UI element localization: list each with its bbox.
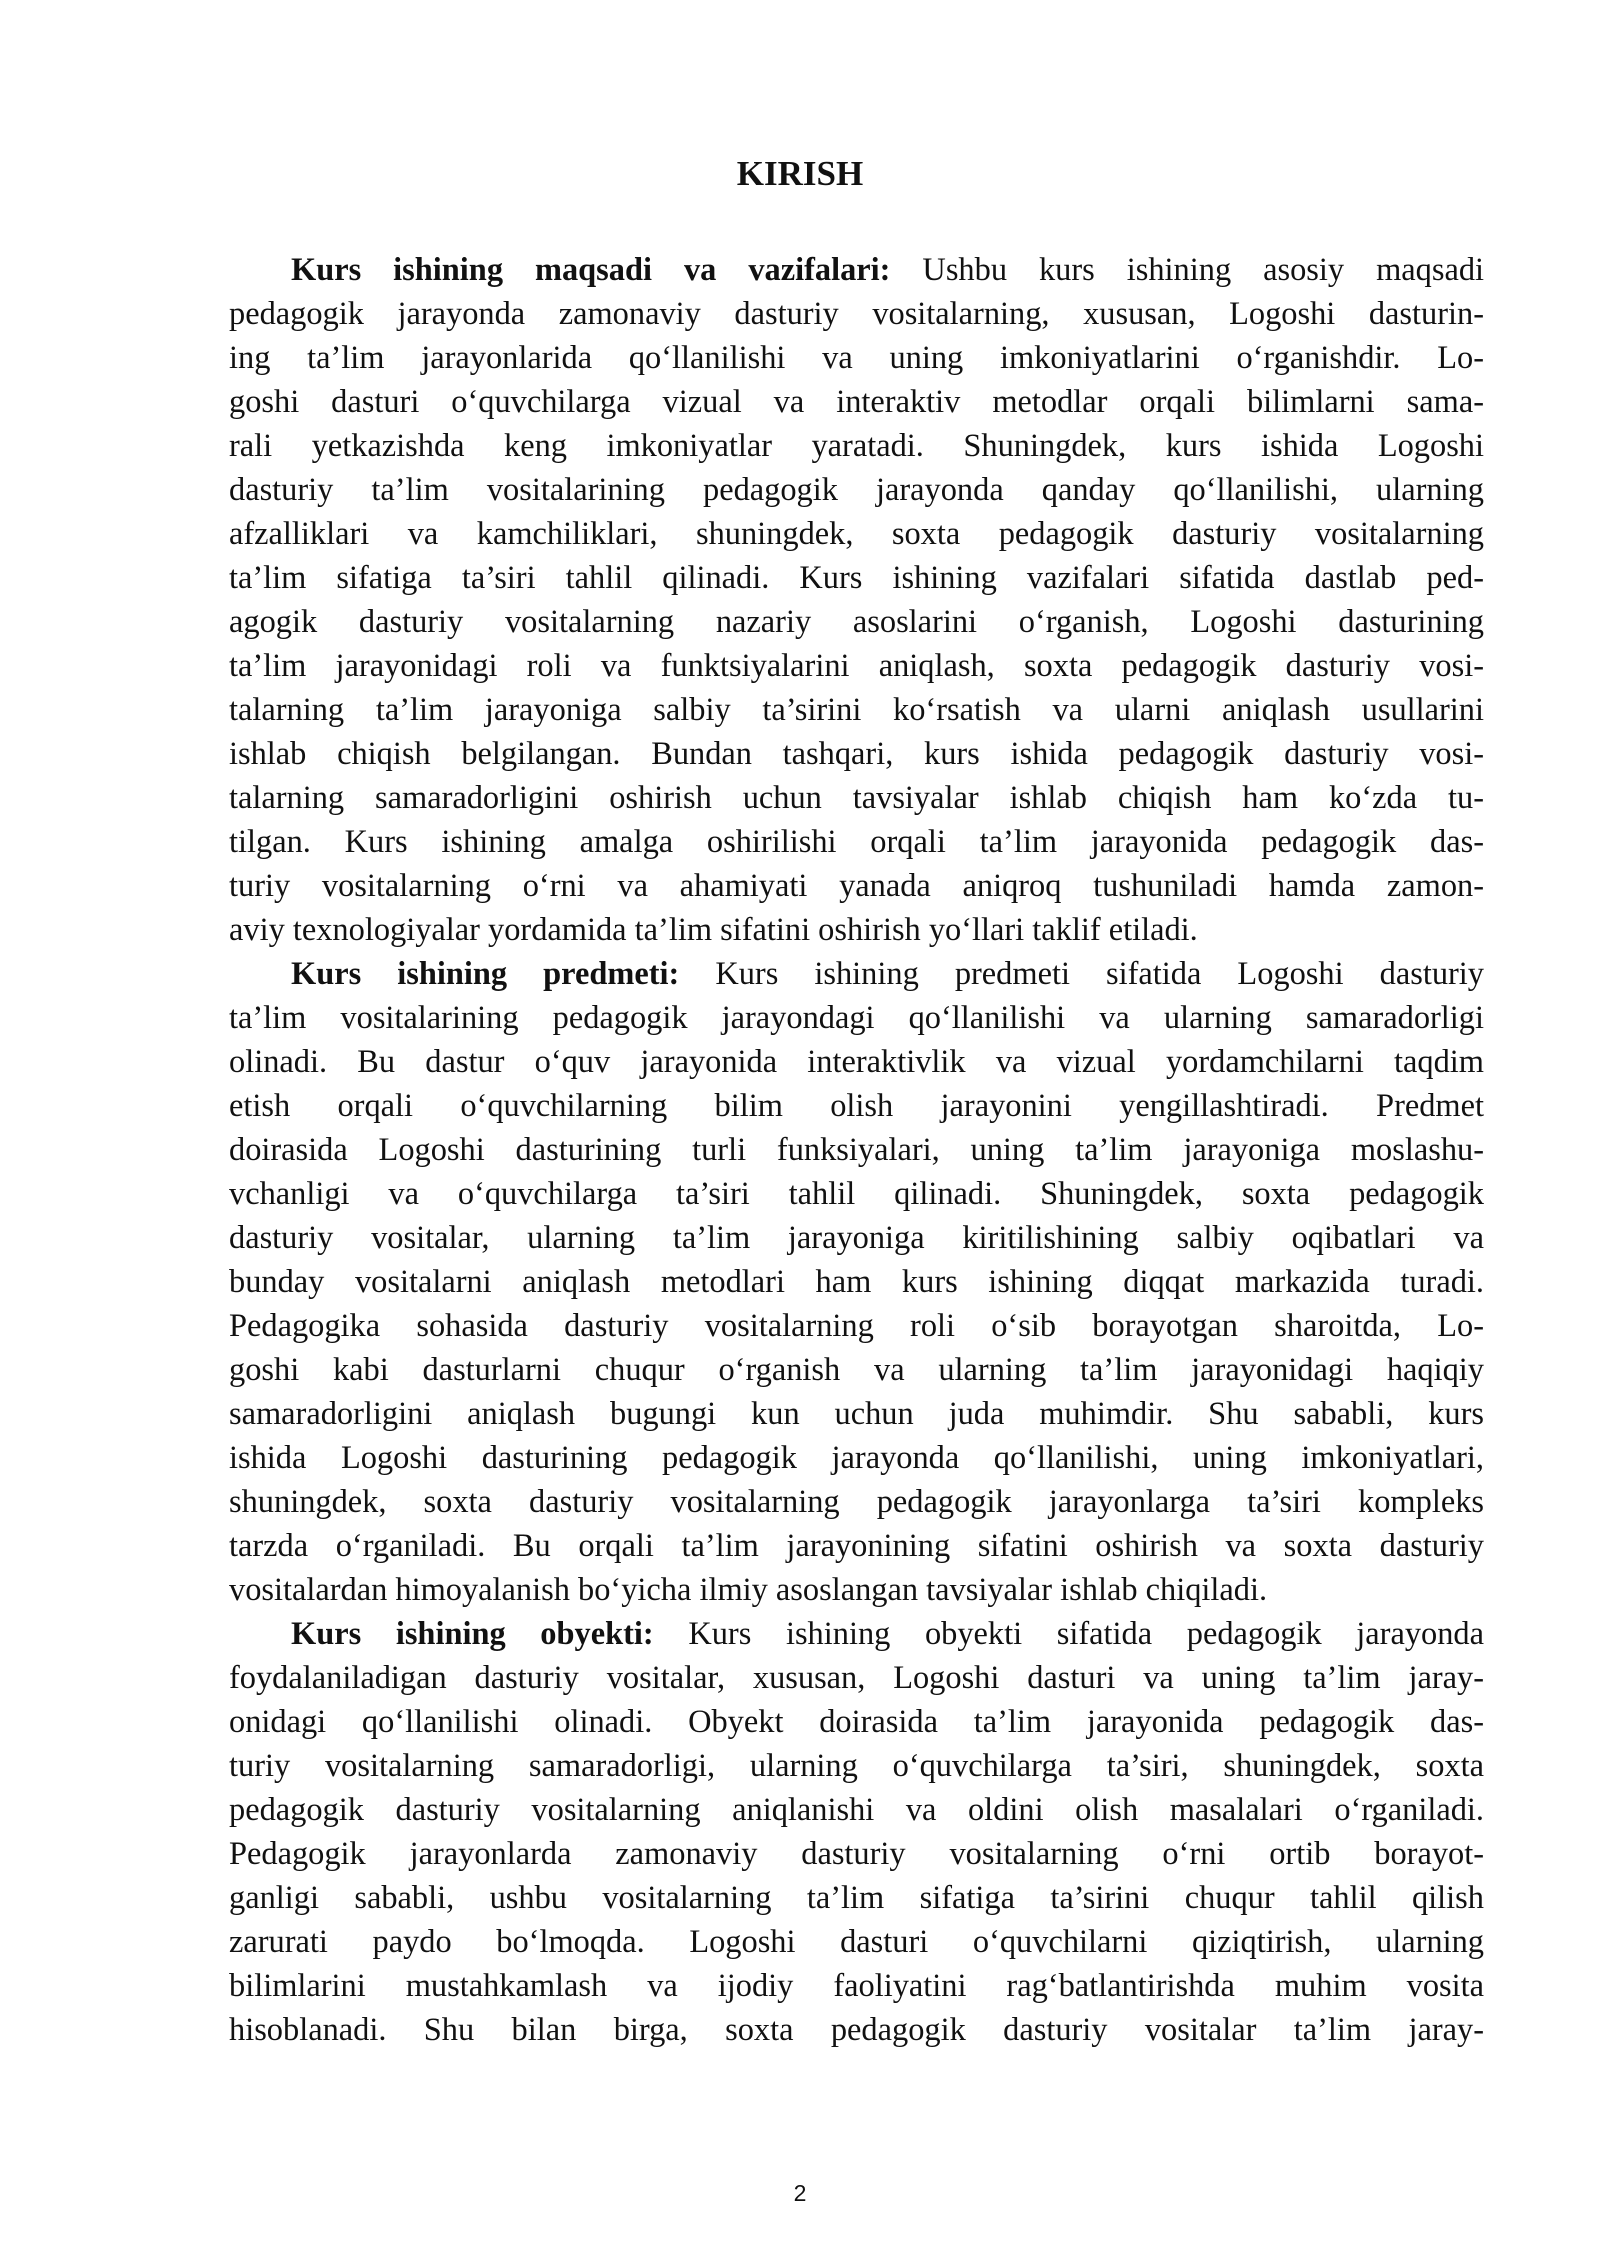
paragraph-line: doirasida Logoshi dasturining turli funksiyalari, uning ta’lim jarayoniga moslashu-: [229, 1132, 1484, 1168]
paragraph-line: bilimlarini mustahkamlash va ijodiy faoliyatini rag‘batlantirishda muhim vosita: [229, 1968, 1484, 2004]
paragraph-line: Kurs ishining maqsadi va vazifalari: Ushbu kurs ishining asosiy maqsadi: [291, 252, 1485, 288]
paragraph-line: Pedagogik jarayonlarda zamonaviy dasturiy vositalarning o‘rni ortib borayot-: [229, 1836, 1484, 1872]
section-heading: Kurs ishining obyekti:: [291, 1616, 654, 1652]
paragraph-line: Kurs ishining obyekti: Kurs ishining obyekti sifatida pedagogik jarayonda: [291, 1616, 1485, 1652]
paragraph-line: shuningdek, soxta dasturiy vositalarning pedagogik jarayonlarga ta’siri kompleks: [229, 1484, 1484, 1520]
paragraph-line: ganligi sababli, ushbu vositalarning ta’lim sifatiga ta’sirini chuqur tahlil qilish: [229, 1880, 1484, 1916]
paragraph-line: ishlab chiqish belgilangan. Bundan tashqari, kurs ishida pedagogik dasturiy vosi-: [229, 736, 1484, 772]
paragraph-line: turiy vositalarning samaradorligi, ularning o‘quvchilarga ta’siri, shuningdek, soxta: [229, 1748, 1484, 1784]
paragraph-line: ing ta’lim jarayonlarida qo‘llanilishi va uning imkoniyatlarini o‘rganishdir. Lo-: [229, 340, 1484, 376]
paragraph-line: goshi kabi dasturlarni chuqur o‘rganish va ularning ta’lim jarayonidagi haqiqiy: [229, 1352, 1484, 1388]
paragraph-line: tarzda o‘rganiladi. Bu orqali ta’lim jarayonining sifatini oshirish va soxta dasturiy: [229, 1528, 1484, 1564]
section-heading: Kurs ishining maqsadi va vazifalari:: [291, 252, 891, 288]
paragraph-line: rali yetkazishda keng imkoniyatlar yaratadi. Shuningdek, kurs ishida Logoshi: [229, 428, 1484, 464]
paragraph-line: dasturiy ta’lim vositalarining pedagogik jarayonda qanday qo‘llanilishi, ularning: [229, 472, 1484, 508]
paragraph-line: tilgan. Kurs ishining amalga oshirilishi orqali ta’lim jarayonida pedagogik das-: [229, 824, 1484, 860]
paragraph-line: foydalaniladigan dasturiy vositalar, xususan, Logoshi dasturi va uning ta’lim jaray-: [229, 1660, 1484, 1696]
paragraph-line: afzalliklari va kamchiliklari, shuningdek, soxta pedagogik dasturiy vositalarning: [229, 516, 1484, 552]
paragraph-line: vchanligi va o‘quvchilarga ta’siri tahlil qilinadi. Shuningdek, soxta pedagogik: [229, 1176, 1484, 1212]
paragraph-line: aviy texnologiyalar yordamida ta’lim sifatini oshirish yo‘llari taklif etiladi.: [229, 912, 1198, 948]
paragraph-line: etish orqali o‘quvchilarning bilim olish jarayonini yengillashtiradi. Predmet: [229, 1088, 1484, 1124]
paragraph-line: samaradorligini aniqlash bugungi kun uchun juda muhimdir. Shu sababli, kurs: [229, 1396, 1484, 1432]
paragraph-line: ta’lim sifatiga ta’siri tahlil qilinadi. Kurs ishining vazifalari sifatida dastlab ped-: [229, 560, 1484, 596]
paragraph-line: vositalardan himoyalanish bo‘yicha ilmiy asoslangan tavsiyalar ishlab chiqiladi.: [229, 1572, 1268, 1608]
page-title: KIRISH: [736, 154, 864, 193]
page-number: 2: [793, 2180, 807, 2206]
paragraph-line: ta’lim jarayonidagi roli va funktsiyalarini aniqlash, soxta pedagogik dasturiy vosi-: [229, 648, 1484, 684]
paragraph-line: Kurs ishining predmeti: Kurs ishining predmeti sifatida Logoshi dasturiy: [291, 956, 1484, 992]
paragraph-line: olinadi. Bu dastur o‘quv jarayonida interaktivlik va vizual yordamchilarni taqdim: [229, 1044, 1484, 1080]
paragraph-line: goshi dasturi o‘quvchilarga vizual va interaktiv metodlar orqali bilimlarni sama-: [229, 384, 1484, 420]
paragraph-line: talarning ta’lim jarayoniga salbiy ta’sirini ko‘rsatish va ularni aniqlash usullarini: [229, 692, 1484, 728]
paragraph-line: agogik dasturiy vositalarning nazariy asoslarini o‘rganish, Logoshi dasturining: [229, 604, 1484, 640]
paragraph-line: pedagogik jarayonda zamonaviy dasturiy vositalarning, xususan, Logoshi dasturin-: [229, 296, 1484, 332]
section-heading: Kurs ishining predmeti:: [291, 956, 680, 992]
paragraph-line: talarning samaradorligini oshirish uchun tavsiyalar ishlab chiqish ham ko‘zda tu-: [229, 780, 1484, 816]
paragraph-line: dasturiy vositalar, ularning ta’lim jarayoniga kiritilishining salbiy oqibatlari va: [229, 1220, 1484, 1256]
paragraph-line: Pedagogika sohasida dasturiy vositalarning roli o‘sib borayotgan sharoitda, Lo-: [229, 1308, 1484, 1344]
paragraph-line: bunday vositalarni aniqlash metodlari ham kurs ishining diqqat markazida turadi.: [229, 1264, 1484, 1300]
paragraph-line: onidagi qo‘llanilishi olinadi. Obyekt doirasida ta’lim jarayonida pedagogik das-: [229, 1704, 1484, 1740]
paragraph-line: zarurati paydo bo‘lmoqda. Logoshi dasturi o‘quvchilarni qiziqtirish, ularning: [229, 1924, 1484, 1960]
paragraph-line: ishida Logoshi dasturining pedagogik jarayonda qo‘llanilishi, uning imkoniyatlari,: [229, 1440, 1484, 1476]
paragraph-line: turiy vositalarning o‘rni va ahamiyati yanada aniqroq tushuniladi hamda zamon-: [229, 868, 1484, 904]
paragraph-line: ta’lim vositalarining pedagogik jarayondagi qo‘llanilishi va ularning samaradorligi: [229, 1000, 1484, 1036]
paragraph-line: pedagogik dasturiy vositalarning aniqlanishi va oldini olish masalalari o‘rganiladi.: [229, 1792, 1484, 1828]
paragraph-line: hisoblanadi. Shu bilan birga, soxta pedagogik dasturiy vositalar ta’lim jaray-: [229, 2012, 1484, 2048]
